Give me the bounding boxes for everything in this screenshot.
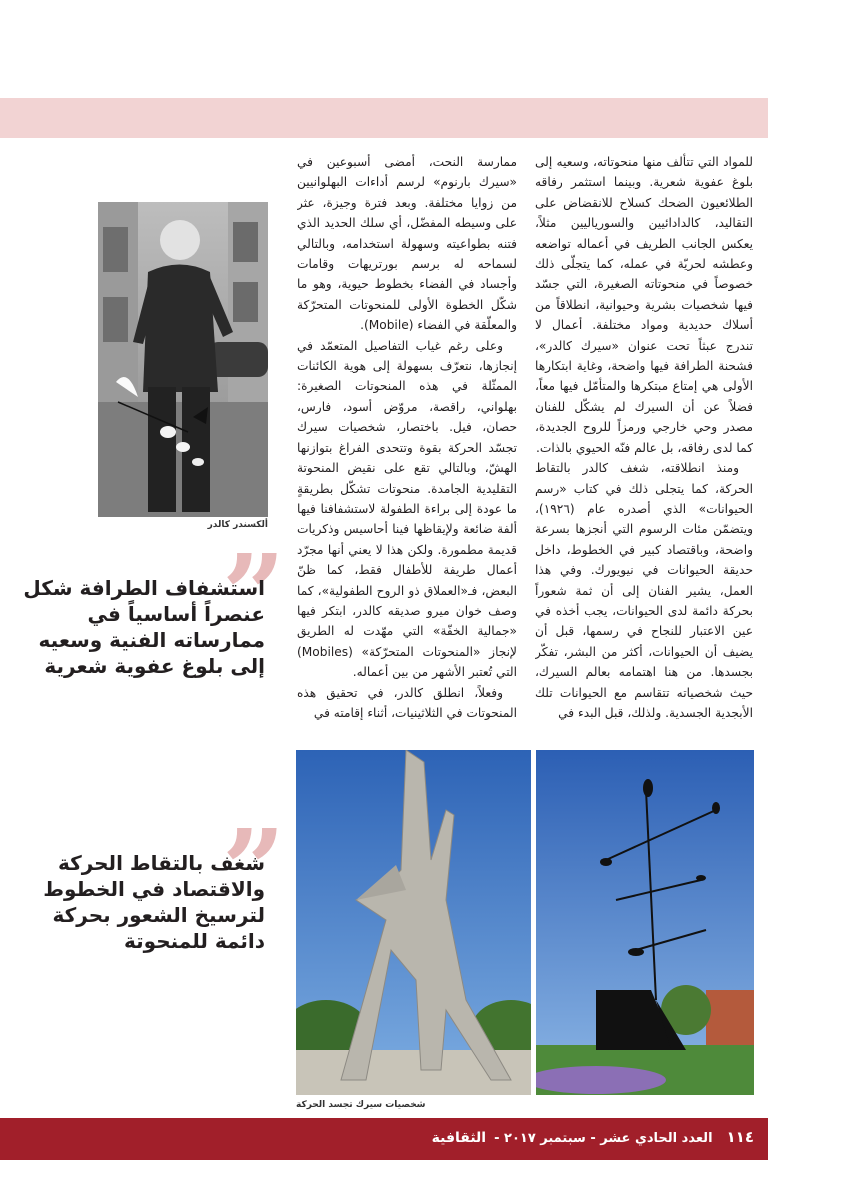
footer-info (432, 1128, 754, 1146)
article-column-middle (297, 152, 517, 740)
paragraph: وعلى رغم غياب التفاصيل المتعمّد في إنجازها، نتعرّف بسهولة إلى هوية الكائنات الممثّلة في هذه المنحوتات الصغيرة: بهلواني، راقصة، مروّض أسود، فارس، حصان، فيل. باختصار، شخصيات سيرك تجسّد الحركة بقوة وتتحدى الفراغ بتوازنها الهشّ، وبالتالي تقع على نقيض المنحوتة التقليدية الجامدة. منحوتات تشكّل بطريقةٍ ما عودة إلى براءة الطفولة لاستشفافنا فيها ألفة ضائعة ولإيقاظها فينا أحاسيس وذكريات قديمة مطمورة. ولكن هذا لا يعني أنها مجرّد أعمال طريفة للأطفال فقط، كما ظنّ البعض، فـ«العملاق ذو الروح الطفولية»، كما وصف خوان ميرو صديقه كالدر، ابتكر فيها «جمالية الخفّة» التي مهّدت له الطريق لإنجاز «المنحوتات المتحرّكة» (Mobiles) التي تُعتبر الأشهر من بين أعماله. (297, 338, 517, 680)
page-number: ١١٤ (726, 1128, 754, 1146)
sculpture-photo-stabile (296, 750, 531, 1095)
portrait-photo (98, 202, 268, 517)
paragraph: وفعلاً، انطلق كالدر، في تحقيق هذه المنحوتات في الثلاثينيات، أثناء إقامته في (297, 685, 517, 720)
photos-caption: شخصيات سيرك تجسد الحركة (296, 1100, 426, 1110)
sculpture-photo-mobile (536, 750, 754, 1095)
pull-quote: استشفاف الطرافة شكل عنصراً أساسياً في ممارساته الفنية وسعيه إلى بلوغ عفوية شعرية (23, 576, 265, 678)
footer-bar (0, 1118, 768, 1160)
portrait-caption: ألكسندر كالدر (207, 520, 268, 530)
paragraph: ممارسة النحت، أمضى أسبوعين في «سيرك بارنوم» لرسم أداءات البهلوانيين من زوايا مختلفة. وبعد فترة وجيزة، عثر على وسيطه المفضّل، أي سلك الحديد الذي فتنه بطواعيته وسهولة استخدامه، وبالتالي لسماحه له برسم بورتريهات وقامات وأجساد في الفضاء بخطوط حيوية، وهو ما شكّل الخطوة الأولى للمنحوتات المتحرّكة والمعلّقة في الفضاء (Mobile). (297, 155, 517, 333)
header-band (0, 98, 768, 138)
quote-mark-icon: ” (222, 805, 286, 934)
paragraph: ومنذ انطلاقته، شغف كالدر بالتقاط الحركة، كما يتجلى ذلك في كتاب «رسم الحيوانات» الذي أصدره عام (١٩٢٦)، ويتضمّن مئات الرسوم التي أنجزها بسرعة واضحة، وباقتصاد كبير في الخطوط، داخل حديقة الحيوانات في نيويورك. وفي هذا العمل، يشير الفنان إلى أن ثمة شعوراً بحركة دائمة لدى الحيوانات، يجب أخذه في عين الاعتبار للنجاح في رسمها، قبل أن يضيف أن الحيوانات، أكثر من البشر، تفكّر بجسدها. من هنا اهتمامه بعالم السيرك، حيث شخصياته تتقاسم مع الحيوانات تلك الأبجدية الجسدية. ولذلك، قبل البدء في (535, 461, 753, 720)
quote-mark-icon: ” (222, 530, 286, 659)
article-column-right (535, 152, 753, 740)
issue-info: العدد الحادي عشر - سبتمبر ٢٠١٧ - (494, 1131, 713, 1146)
magazine-logo: الثقافية (431, 1130, 487, 1146)
pull-quote: شغف بالتقاط الحركة والاقتصاد في الخطوط لترسيخ الشعور بحركة دائمة للمنحوتة (43, 851, 265, 953)
paragraph: للمواد التي تتألف منها منحوتاته، وسعيه إلى بلوغ عفوية شعرية. وبينما استثمر رفاقه الطلائعيون الضحك كسلاح للانقضاض على التقاليد، كالدادائيين والسورياليين مثلاً، يعكس الجانب الطريف في أعماله تواضعه وعطشه لحريّة في عمله، كما يتجلّى ذلك خصوصاً في منحوتاته الصغيرة، التي جسّد فيها شخصيات بشرية وحيوانية، انطلاقاً من أسلاك حديدية ومواد مختلفة. أعمال لا تندرج عبثاً تحت عنوان «سيرك كالدر»، فشحنة الطرافة فيها واضحة، وغاية ابتكارها الأولى هي إمتاع مبتكرها والمتأمّل فيها معاً، فضلاً عن أن السيرك لم يشكّل للفنان مصدر وحي خارجي ورمزاً للروح الجديدة، كما لدى رفاقه، بل عالم فنّه الحيوي بالذات. (535, 155, 753, 455)
